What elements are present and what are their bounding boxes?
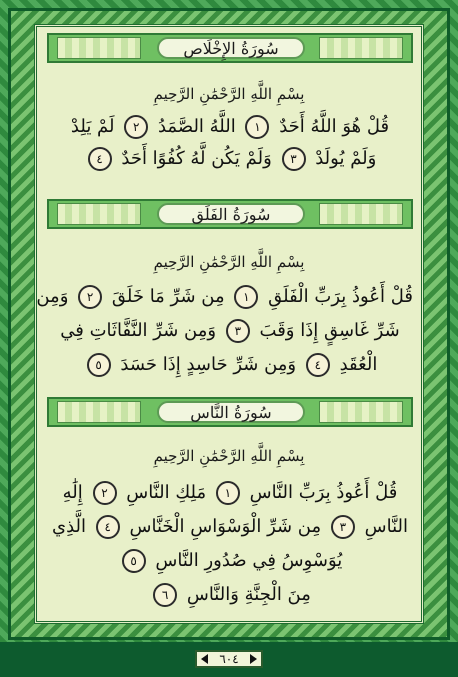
surah-header-falaq xyxy=(47,199,413,229)
basmala: بِسْمِ اللَّهِ الرَّحْمَٰنِ الرَّحِيمِ xyxy=(153,253,305,271)
header-ornament-right xyxy=(319,401,403,423)
verse-text: مِنَ الْجِنَّةِ وَالنَّاسِ xyxy=(186,584,311,605)
surah-title: سُورَةُ النَّاس xyxy=(157,401,305,423)
verse-line xyxy=(47,481,413,507)
verse-text: وَلَمْ يَكُن لَّهُ كُفُوًا أَحَدٌ xyxy=(121,148,272,169)
verse-text: قُلْ أَعُوذُ بِرَبِّ النَّاسِ xyxy=(249,482,398,503)
page-number: ٦٠٤ xyxy=(219,652,239,666)
verse-text: مِن شَرِّ مَا خَلَقَ xyxy=(111,286,225,307)
verse-text: وَمِن شَرِّ حَاسِدٍ إِذَا حَسَدَ xyxy=(120,354,297,375)
verse-text: قُلْ أَعُوذُ بِرَبِّ الْفَلَقِ xyxy=(268,286,413,307)
ayah-number: ٣ xyxy=(331,515,355,539)
header-ornament-right xyxy=(319,37,403,59)
header-ornament-left xyxy=(57,37,141,59)
ayah-number: ٢ xyxy=(93,481,117,505)
verse-text: النَّاسِ xyxy=(364,516,408,537)
ayah-number: ٢ xyxy=(78,285,102,309)
verse-text: يُوَسْوِسُ فِي صُدُورِ النَّاسِ xyxy=(155,550,343,571)
ayah-number: ١ xyxy=(245,115,269,139)
basmala: بِسْمِ اللَّهِ الرَّحْمَٰنِ الرَّحِيمِ xyxy=(153,447,305,465)
ayah-number: ٤ xyxy=(96,515,120,539)
verse-text: اللَّهُ الصَّمَدُ xyxy=(157,116,236,137)
page-navigator xyxy=(195,650,263,668)
verse-text: الَّذِي xyxy=(52,516,87,537)
verse-line xyxy=(47,515,413,541)
page-panel xyxy=(34,24,424,624)
verse-line xyxy=(47,115,413,141)
ayah-number: ٥ xyxy=(87,353,111,377)
verse-text: مِن شَرِّ الْوَسْوَاسِ الْخَنَّاسِ xyxy=(129,516,322,537)
right-triangle-icon[interactable] xyxy=(250,654,257,664)
ayah-number: ١ xyxy=(216,481,240,505)
verse-text: شَرِّ غَاسِقٍ إِذَا وَقَبَ xyxy=(259,320,400,341)
ayah-number: ٦ xyxy=(153,583,177,607)
ayah-number: ٤ xyxy=(306,353,330,377)
header-ornament-right xyxy=(319,203,403,225)
verse-text: مَلِكِ النَّاسِ xyxy=(126,482,207,503)
header-ornament-left xyxy=(57,401,141,423)
verse-line xyxy=(47,147,413,173)
surah-header-ikhlas xyxy=(47,33,413,63)
ayah-number: ٢ xyxy=(124,115,148,139)
ayah-number: ٥ xyxy=(122,549,146,573)
footer-bar xyxy=(0,642,458,677)
verse-text: لَمْ يَلِدْ xyxy=(70,116,115,137)
ayah-number: ٤ xyxy=(88,147,112,171)
surah-title: سُورَةُ الإِخْلَاص xyxy=(157,37,305,59)
verse-text: وَمِن شَرِّ النَّفَّاثَاتِ فِي xyxy=(60,320,217,341)
verse-text: وَلَمْ يُولَدْ xyxy=(315,148,377,169)
verse-text: وَمِن xyxy=(36,286,69,307)
ayah-number: ٣ xyxy=(226,319,250,343)
left-triangle-icon[interactable] xyxy=(201,654,208,664)
ayah-number: ٣ xyxy=(282,147,306,171)
basmala: بِسْمِ اللَّهِ الرَّحْمَٰنِ الرَّحِيمِ xyxy=(153,85,305,103)
verse-line xyxy=(47,583,413,609)
verse-line xyxy=(47,319,413,345)
verse-line xyxy=(36,285,413,311)
header-ornament-left xyxy=(57,203,141,225)
surah-header-nas xyxy=(47,397,413,427)
verse-line xyxy=(47,353,413,379)
verse-text: إِلَٰهِ xyxy=(62,482,83,503)
verse-line xyxy=(47,549,413,575)
surah-title: سُورَةُ الفَلَق xyxy=(157,203,305,225)
verse-text: قُلْ هُوَ اللَّهُ أَحَدٌ xyxy=(279,116,390,137)
verse-text: الْعُقَدِ xyxy=(339,354,378,375)
ayah-number: ١ xyxy=(234,285,258,309)
